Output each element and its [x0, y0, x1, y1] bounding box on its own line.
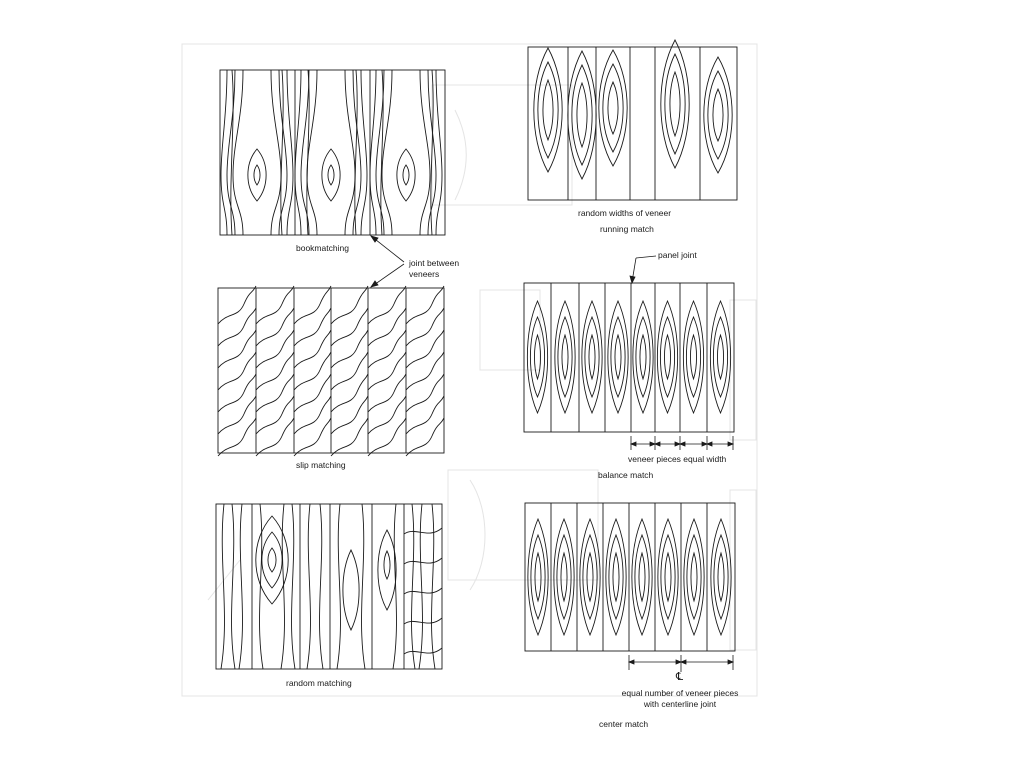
- bookmatching-frame: [220, 70, 445, 235]
- balance-figure-ring: [530, 317, 544, 397]
- slip-grain-line: [331, 330, 368, 368]
- ghost-curve: [470, 480, 485, 590]
- center-match-note-line1: equal number of veneer pieces: [621, 688, 739, 698]
- panel-joint-arrowhead: [630, 276, 635, 283]
- slip-grain-line: [406, 308, 444, 346]
- slip-grain-line: [294, 396, 331, 434]
- balance-figure-core: [664, 335, 670, 379]
- center-figure-core: [639, 553, 645, 601]
- slip-grain-line: [294, 330, 331, 368]
- running-match-panel: [528, 40, 737, 200]
- balance-dimension-line: [631, 436, 733, 450]
- running-match-label: running match: [600, 224, 654, 234]
- balance-figure-core: [562, 335, 568, 379]
- center-figure-core: [561, 553, 567, 601]
- slip-grain-line: [331, 374, 368, 412]
- slip-grain-line: [294, 286, 331, 324]
- bookmatching-grain-line: [361, 70, 367, 235]
- bookmatching-panel: [220, 70, 445, 235]
- bookmatching-grain-line: [295, 70, 301, 235]
- slip-grain-line: [218, 352, 256, 390]
- center-figure-ring: [714, 535, 728, 619]
- center-figure-core: [613, 553, 619, 601]
- balance-figure-ring: [558, 317, 572, 397]
- center-figure-core: [691, 553, 697, 601]
- ghost-shape: [448, 470, 598, 580]
- balance-figure-core: [717, 335, 723, 379]
- bookmatching-figure-ring: [397, 149, 415, 201]
- bookmatching-figure-ring: [248, 149, 266, 201]
- center-figure-ring: [557, 535, 571, 619]
- slip-grain-line: [218, 308, 256, 346]
- veneer-panels: [216, 40, 737, 669]
- center-figure-ring: [661, 535, 675, 619]
- bookmatching-grain-line: [221, 70, 227, 235]
- balance-figure-ring: [611, 317, 625, 397]
- bookmatching-figure-core: [403, 165, 409, 185]
- random-grain-line: [232, 504, 235, 669]
- slip-grain-line: [256, 418, 294, 456]
- random-grain-line: [404, 648, 442, 654]
- random-figure-ring: [262, 532, 282, 588]
- random-grain-line: [419, 504, 422, 669]
- panel-joint-label: panel joint: [658, 250, 697, 260]
- center-match-label: center match: [599, 719, 649, 729]
- slip-grain-line: [368, 374, 406, 412]
- joint-callout-line2: veneers: [409, 269, 440, 279]
- slip-grain-line: [256, 352, 294, 390]
- running-figure-ring: [603, 64, 623, 152]
- slip-grain-line: [256, 396, 294, 434]
- slip-grain-line: [368, 330, 406, 368]
- slip-grain-line: [406, 330, 444, 368]
- random-grain-line: [337, 504, 340, 669]
- slip-grain-line: [218, 418, 256, 456]
- joint-arrowhead-lower: [371, 281, 378, 287]
- slip-grain-line: [368, 396, 406, 434]
- random-grain-line: [221, 504, 224, 669]
- slip-grain-line: [294, 352, 331, 390]
- centerline-symbol: ℄: [676, 670, 684, 683]
- random-grain-line: [292, 504, 295, 669]
- ghost-curve: [455, 110, 466, 200]
- center-figure-ring: [583, 535, 597, 619]
- random-figure-ring: [343, 550, 359, 630]
- center-figure-ring: [609, 535, 623, 619]
- random-grain-line: [320, 504, 323, 669]
- balance-figure-ring: [713, 317, 727, 397]
- bookmatching-figure-core: [254, 165, 260, 185]
- balance-match-note: veneer pieces equal width: [628, 454, 727, 464]
- center-match-panel: [525, 503, 735, 651]
- bookmatching-grain-line: [436, 70, 442, 235]
- slip-grain-line: [368, 352, 406, 390]
- center-figure-core: [718, 553, 724, 601]
- ghost-shape: [432, 85, 572, 205]
- slip-matching-panel: [218, 286, 444, 456]
- running-figure-core: [608, 82, 618, 134]
- center-figure-ring: [687, 535, 701, 619]
- running-figure-core: [670, 72, 680, 136]
- ghost-shape: [730, 490, 756, 650]
- slip-grain-line: [294, 374, 331, 412]
- bookmatching-grain-line: [370, 70, 376, 235]
- faint-background-show-through: [182, 44, 757, 696]
- bookmatching-figure-ring: [322, 149, 340, 201]
- center-figure-core: [535, 553, 541, 601]
- slip-grain-line: [294, 308, 331, 346]
- center-match-note-line2: with centerline joint: [643, 699, 717, 709]
- center-figure-core: [587, 553, 593, 601]
- running-frame: [528, 47, 737, 200]
- random-matching-panel: [216, 504, 442, 669]
- random-grain-line: [404, 558, 442, 564]
- random-frame: [216, 504, 442, 669]
- slip-grain-line: [218, 330, 256, 368]
- slip-grain-line: [331, 396, 368, 434]
- random-grain-line: [239, 504, 242, 669]
- center-figure-ring: [635, 535, 649, 619]
- random-figure-core: [384, 551, 390, 579]
- slip-grain-line: [368, 308, 406, 346]
- random-matching-label: random matching: [286, 678, 352, 688]
- bookmatching-grain-line: [287, 70, 293, 235]
- random-grain-line: [404, 588, 442, 594]
- running-figure-ring: [665, 54, 685, 154]
- slip-grain-line: [218, 396, 256, 434]
- running-figure-ring: [538, 62, 558, 158]
- slip-grain-line: [406, 286, 444, 324]
- random-grain-line: [362, 504, 365, 669]
- panel-joint-leader: [636, 256, 656, 258]
- random-grain-line: [307, 504, 310, 669]
- balance-figure-core: [615, 335, 621, 379]
- balance-figure-ring: [660, 317, 674, 397]
- slip-grain-line: [331, 286, 368, 324]
- slip-grain-line: [256, 330, 294, 368]
- ghost-shape: [480, 290, 540, 370]
- random-grain-line: [404, 528, 442, 534]
- slip-grain-line: [256, 374, 294, 412]
- balance-frame: [524, 283, 734, 432]
- running-figure-core: [713, 89, 723, 141]
- center-figure-ring: [531, 535, 545, 619]
- running-figure-ring: [708, 71, 728, 159]
- slip-grain-line: [218, 286, 256, 324]
- slip-grain-line: [256, 308, 294, 346]
- running-match-note: random widths of veneer: [578, 208, 672, 218]
- slip-grain-line: [406, 374, 444, 412]
- balance-figure-ring: [636, 317, 650, 397]
- balance-match-panel: [524, 283, 734, 432]
- balance-figure-core: [640, 335, 646, 379]
- balance-figure-ring: [686, 317, 700, 397]
- balance-figure-ring: [585, 317, 599, 397]
- bookmatching-figure-core: [328, 165, 334, 185]
- slip-grain-line: [406, 352, 444, 390]
- slip-grain-line: [294, 418, 331, 456]
- center-figure-core: [665, 553, 671, 601]
- slip-grain-line: [331, 418, 368, 456]
- ghost-page-edge: [182, 44, 757, 696]
- random-figure-ring: [378, 530, 396, 610]
- slip-grain-line: [406, 396, 444, 434]
- slip-grain-line: [406, 418, 444, 456]
- running-figure-core: [543, 80, 553, 140]
- joint-callout-line1: joint between: [409, 258, 460, 268]
- balance-figure-core: [589, 335, 595, 379]
- random-grain-line: [412, 504, 415, 669]
- bookmatching-grain-line: [381, 70, 383, 235]
- balance-match-label: balance match: [598, 470, 654, 480]
- slip-grain-line: [368, 418, 406, 456]
- running-figure-core: [577, 83, 587, 147]
- slip-grain-line: [331, 352, 368, 390]
- slip-matching-label: slip matching: [296, 460, 346, 470]
- balance-figure-core: [690, 335, 696, 379]
- random-figure-core: [268, 548, 276, 572]
- running-figure-ring: [572, 65, 592, 165]
- slip-grain-line: [331, 308, 368, 346]
- random-grain-line: [432, 504, 435, 669]
- slip-grain-line: [256, 286, 294, 324]
- bookmatching-label: bookmatching: [296, 243, 349, 253]
- random-grain-line: [404, 618, 442, 624]
- slip-grain-line: [368, 286, 406, 324]
- slip-grain-line: [218, 374, 256, 412]
